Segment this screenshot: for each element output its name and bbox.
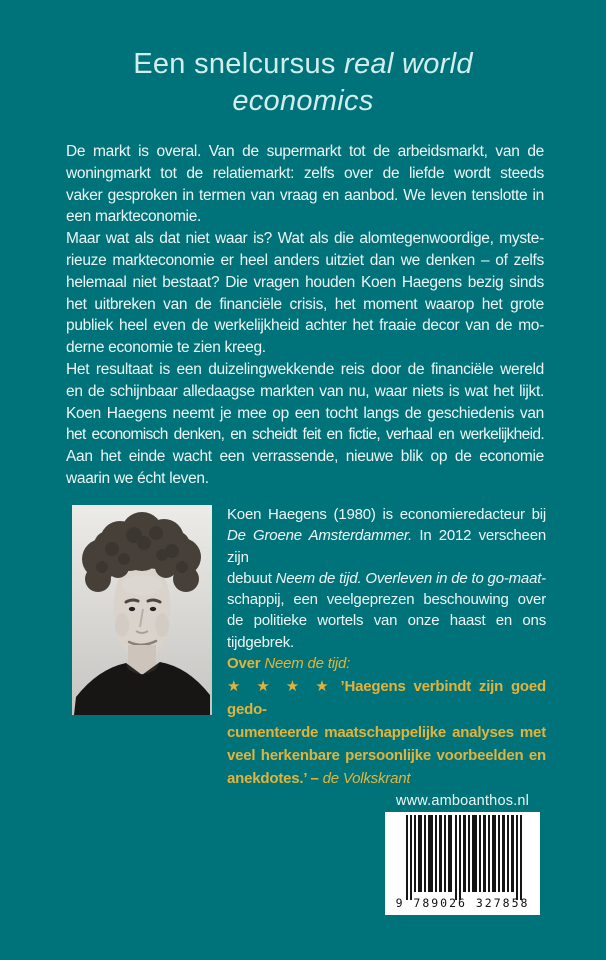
bio-line: schappij, een veelgeprezen beschouwing over — [227, 591, 546, 609]
review-heading — [227, 652, 546, 675]
book-title-line1 — [0, 46, 606, 83]
review-source: de Volkskrant — [322, 770, 411, 787]
book-title-italic2: economics — [232, 85, 374, 117]
synopsis-text — [66, 141, 544, 490]
publisher-website-url: www.amboanthos.nl — [395, 793, 530, 809]
synopsis-line: Koen Haegens neemt je mee op een tocht langs de geschiedenis van — [66, 404, 544, 422]
synopsis-line: en de schijnbaar alledaagse markten van nu, waar niets is wat het lijkt. — [66, 382, 544, 400]
book-title-italic: real world — [344, 48, 473, 80]
review-line — [227, 675, 546, 721]
review-line — [227, 767, 546, 790]
star-rating: ★ ★ ★ ★ — [227, 678, 335, 695]
synopsis-line: het economisch denken, en scheidt feit en fictie, verhaal en werkelijkheid. — [66, 426, 544, 444]
bio-line — [227, 568, 546, 589]
synopsis-line: een markteconomie. — [66, 208, 202, 226]
review-quote-text: anekdotes.’ – — [227, 770, 323, 787]
review-quote-text: ’Haegens verbindt zijn goed gedo- — [227, 678, 546, 718]
book-title-line2 — [0, 83, 606, 120]
author-photo — [72, 505, 212, 715]
bio-line — [227, 525, 546, 568]
bio-line-text: In 2012 verscheen zijn — [227, 527, 546, 566]
synopsis-line: waarin we écht leven. — [66, 469, 209, 487]
synopsis-line: publiek heel even de werkelijkheid achter het fraaie decor van de mo- — [66, 317, 544, 335]
synopsis-line: vaker gesproken in termen van vraag en aanbod. We leven tenslotte in — [66, 186, 544, 204]
synopsis-line: Aan het einde wacht een verrassende, nieuwe blik op de economie — [66, 448, 544, 466]
review-heading-book-title: Neem de tijd: — [264, 655, 351, 672]
author-portrait-image — [72, 505, 212, 715]
synopsis-line: De markt is overal. Van de supermarkt tot de arbeidsmarkt, van de — [66, 143, 544, 160]
synopsis-line: het uitbreken van de financiële crisis, het moment waarop het grote — [66, 295, 544, 313]
bio-book-reference: De Groene Amsterdammer. — [227, 527, 413, 545]
synopsis-line: helemaal niet bestaat? Die vragen houden Koen Haegens bezig sinds — [66, 273, 544, 291]
synopsis-line: rieuze markteconomie er heel anders uitziet dan we denken – of zelfs — [66, 251, 544, 269]
synopsis-line: derne economie te zien kreeg. — [66, 339, 266, 357]
bio-line-text: debuut — [227, 569, 276, 587]
book-title-regular: Een snelcursus — [133, 48, 345, 80]
synopsis-line: woningmarkt tot de relatiemarkt: zelfs over de liefde wordt steeds — [66, 164, 544, 182]
book-title — [0, 46, 606, 120]
author-bio — [227, 504, 546, 653]
bio-line: Koen Haegens (1980) is economieredacteur bij — [227, 506, 546, 523]
synopsis-line: Maar wat als dat niet waar is? Wat als die alomtegenwoordige, myste- — [66, 230, 544, 248]
bio-book-title: Neem de tijd. Overleven in de to go-maat- — [275, 569, 546, 587]
review-line: veel herkenbare persoonlijke voorbeelden en — [227, 747, 546, 764]
review-line: cumenteerde maatschappelijke analyses met — [227, 724, 546, 741]
synopsis-line: Het resultaat is een duizelingwekkende reis door de financiële wereld — [66, 360, 544, 378]
press-review — [227, 652, 546, 790]
bio-line: tijdgebrek. — [227, 633, 295, 651]
isbn-number: 9 789026 327858 — [395, 896, 530, 910]
bio-line: de politieke wortels van onze haast en ons — [227, 612, 546, 630]
barcode — [385, 812, 540, 915]
review-heading-text: Over — [227, 655, 265, 672]
